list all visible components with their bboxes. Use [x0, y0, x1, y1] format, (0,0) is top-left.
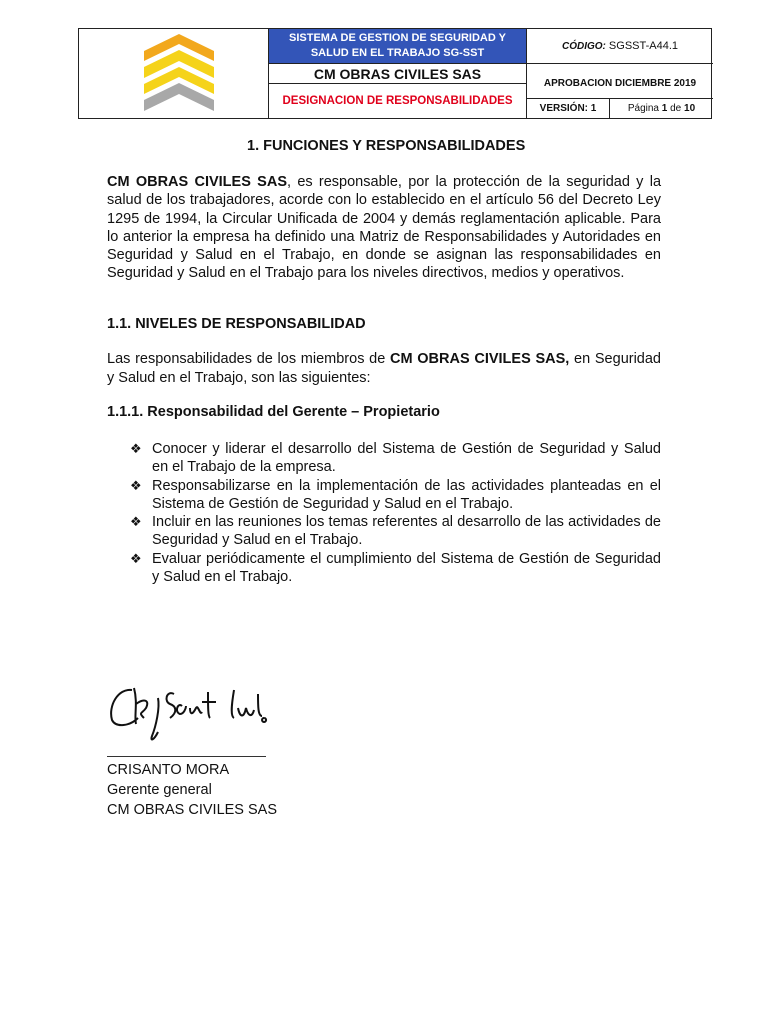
version: VERSIÓN: 1: [526, 99, 610, 118]
section-title: 1. FUNCIONES Y RESPONSABILIDADES: [247, 138, 526, 154]
list-item-text: Responsabilizarse en la implementación de las actividades planteadas en el Sistema de Gestión de Seguridad y Salud en el Trabajo.: [152, 477, 661, 512]
handwritten-signature: [104, 668, 334, 748]
list-item-text: Incluir en las reuniones los temas referentes al desarrollo de las actividades de Seguridad y Salud en el Trabajo.: [152, 514, 661, 549]
diamond-bullet-icon: ❖: [130, 550, 142, 566]
company-name-bold: CM OBRAS CIVILES SAS: [107, 174, 287, 190]
page-current: 1: [661, 103, 668, 114]
page-number: [610, 99, 713, 118]
responsibility-list: [130, 440, 661, 586]
diamond-bullet-icon: ❖: [130, 514, 142, 530]
approval-date: APROBACION DICIEMBRE 2019: [526, 64, 713, 99]
levels-company: CM OBRAS CIVILES SAS,: [390, 351, 570, 367]
system-title: SISTEMA DE GESTION DE SEGURIDAD Y SALUD EN EL TRABAJO SG-SST: [269, 29, 526, 64]
logo-cell: [79, 29, 269, 118]
sub-subsection-title: 1.1.1. Responsabilidad del Gerente – Propietario: [107, 404, 440, 420]
page-of: de: [670, 103, 682, 114]
document-header: [78, 28, 712, 119]
code-value: SGSST-A44.1: [608, 40, 679, 52]
signature-line: [107, 756, 266, 757]
code-label: CÓDIGO:: [561, 41, 606, 52]
header-company: CM OBRAS CIVILES SAS: [269, 64, 526, 84]
list-item: [130, 550, 661, 587]
intro-paragraph: [107, 173, 661, 283]
paragraph-text: , es responsable, por la protección de la seguridad y la salud de los trabajadores, acorde con lo establecido en el artículo 56 del Decreto Ley 1295 de 1994, la Circular Unificada de 2004 y demás reglamentación aplicable. Para lo anterior la empresa ha definido una Matriz de Responsabilidades y Autoridades en Seguridad y Salud en el Trabajo, en donde se asignan las responsabilidades en Seguridad y Salud en el Trabajo para los niveles directivos, medios y operativos.: [107, 174, 662, 282]
levels-intro-before: Las responsabilidades de los miembros de: [107, 351, 391, 367]
document-title: DESIGNACION DE RESPONSABILIDADES: [282, 95, 513, 107]
diamond-bullet-icon: ❖: [130, 477, 142, 493]
signer-name: CRISANTO MORA: [107, 762, 230, 778]
signature-block: [107, 760, 277, 820]
list-item: [130, 513, 661, 550]
diamond-bullet-icon: ❖: [130, 441, 142, 456]
page-label: Página: [627, 103, 659, 114]
page-total: 10: [684, 103, 696, 114]
document-code: [526, 29, 713, 64]
levels-paragraph: [107, 350, 661, 387]
list-item-text: Conocer y liderar el desarrollo del Sistema de Gestión de Seguridad y Salud en el Trabajo de la empresa.: [152, 441, 661, 476]
signer-role: Gerente general: [107, 782, 212, 798]
list-item: [130, 440, 661, 477]
list-item: [130, 477, 661, 514]
levels-intro-after: en Seguridad y Salud en el Trabajo, son las siguientes:: [107, 351, 661, 386]
subsection-title: 1.1. NIVELES DE RESPONSABILIDAD: [107, 316, 366, 332]
signer-company: CM OBRAS CIVILES SAS: [107, 802, 278, 818]
list-item-text: Evaluar periódicamente el cumplimiento del Sistema de Gestión de Seguridad y Salud en el Trabajo.: [152, 550, 661, 586]
company-logo-icon: [79, 29, 269, 118]
